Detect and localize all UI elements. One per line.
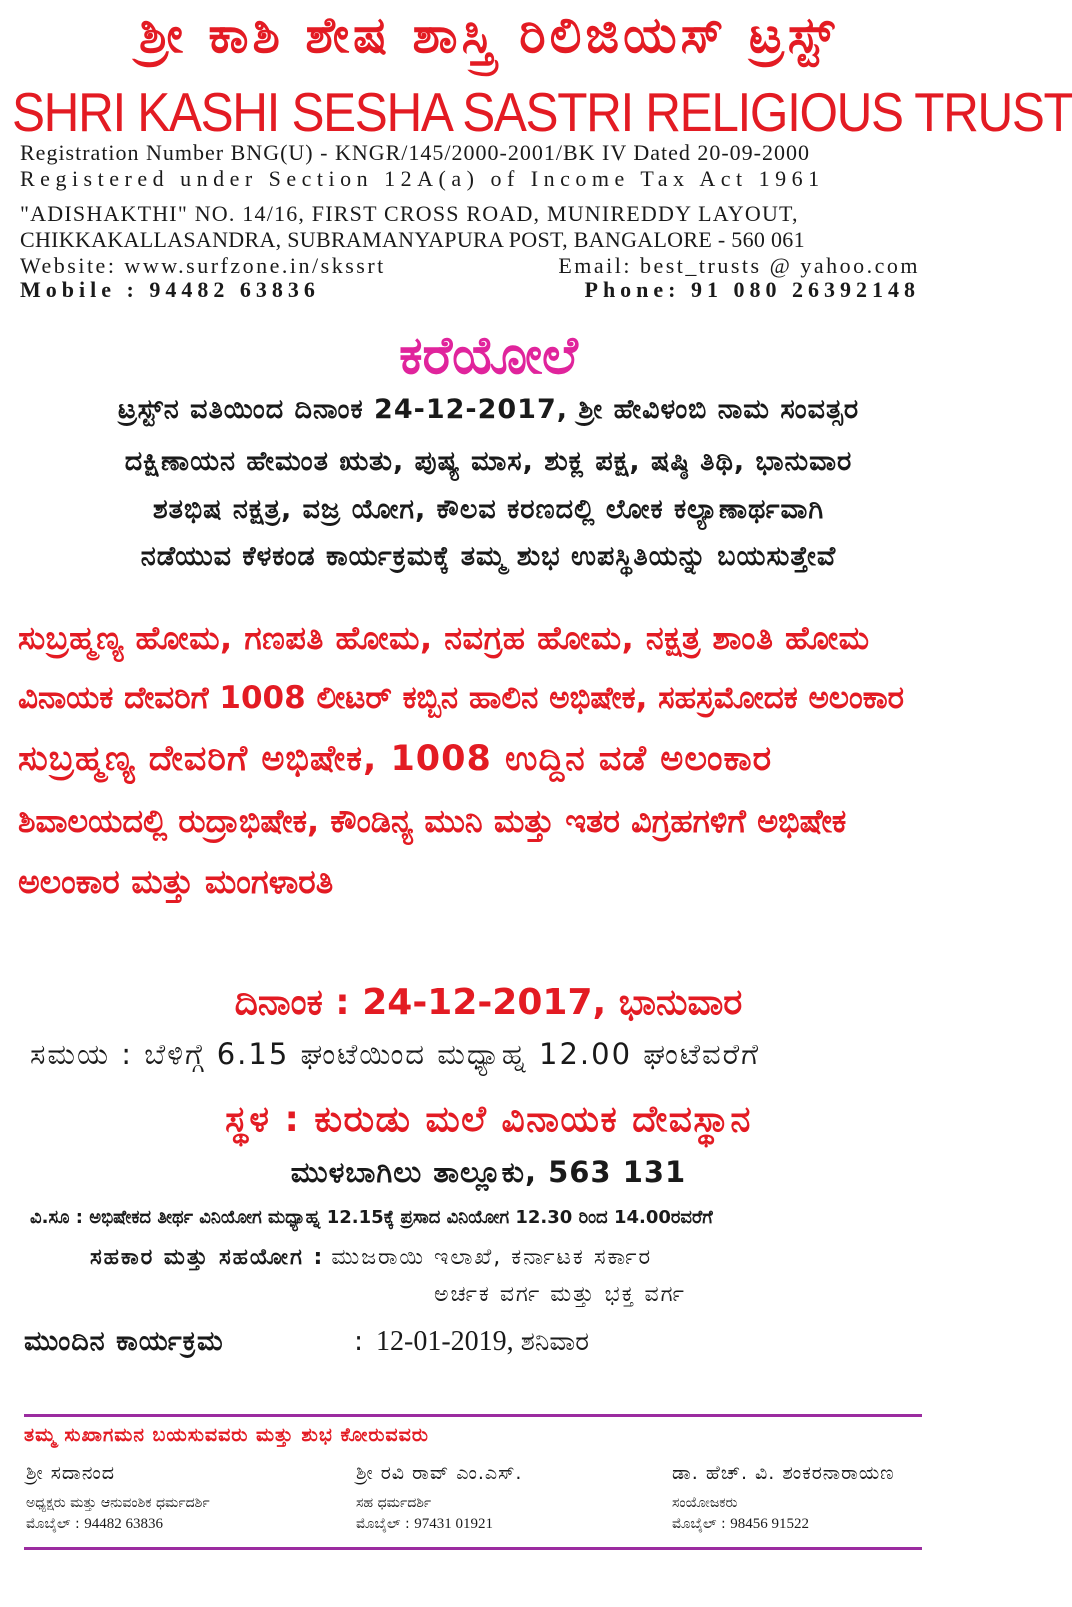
contact-phone-row xyxy=(20,277,920,303)
registered-under: Registered under Section 12A(a) of Income Tax Act 1961 xyxy=(20,166,825,191)
footer-divider-top xyxy=(24,1414,922,1417)
footer-divider-bottom xyxy=(24,1547,922,1550)
next-programme-colon: : xyxy=(354,1326,364,1357)
mobile-label: ಮೊಬೈಲ್ : xyxy=(356,1516,410,1532)
event-time: ಸಮಯ : ಬೆಳಿಗ್ಗೆ 6.15 ಘಂಟೆಯಿಂದ ಮಧ್ಯಾಹ್ನ 12.00 ಘಂಟೆವರೆಗೆ xyxy=(30,1037,761,1071)
note: ವಿ.ಸೂ : ಅಭಿಷೇಕದ ತೀರ್ಥ ವಿನಿಯೋಗ ಮಧ್ಯಾಹ್ನ 12.15ಕ್ಕೆ ಪ್ರಸಾದ ವಿನಿಯೋಗ 12.30 ರಿಂದ 14.00ರವರೆಗೆ xyxy=(30,1207,713,1228)
website: Website: www.surfzone.in/skssrt xyxy=(20,253,386,278)
support-value: ಮುಜರಾಯಿ ಇಲಾಖೆ, ಕರ್ನಾಟಕ ಸರ್ಕಾರ xyxy=(331,1245,653,1270)
programme-line: ಶಿವಾಲಯದಲ್ಲಿ ರುದ್ರಾಭಿಷೇಕ, ಕೌಂಡಿನ್ಯ ಮುನಿ ಮತ್ತು ಇತರ ವಿಗ್ರಹಗಳಿಗೆ ಅಭಿಷೇಕ xyxy=(18,802,847,840)
event-taluk: ಮುಳಬಾಗಿಲು ತಾಲ್ಲೂಕು, 563 131 xyxy=(290,1155,687,1189)
support-value-2: ಅರ್ಚಕ ವರ್ಗ ಮತ್ತು ಭಕ್ತ ವರ್ಗ xyxy=(434,1282,686,1307)
intro-line: ದಕ್ಷಿಣಾಯನ ಹೇಮಂತ ಋತು, ಪುಷ್ಯ ಮಾಸ, ಶುಕ್ಲ ಪಕ್ಷ, ಷಷ್ಠಿ ತಿಥಿ, ಭಾನುವಾರ xyxy=(124,446,853,477)
signatory-role: ಅಧ್ಯಕ್ಷರು ಮತ್ತು ಆನುವಂಶಿಕ ಧರ್ಮದರ್ಶಿ xyxy=(26,1495,210,1511)
event-venue: ಸ್ಥಳ : ಕುರುಡು ಮಲೆ ವಿನಾಯಕ ದೇವಸ್ಥಾನ xyxy=(225,1099,752,1140)
signatory-mobile xyxy=(26,1514,326,1534)
event-date: ದಿನಾಂಕ : 24-12-2017, ಭಾನುವಾರ xyxy=(234,982,743,1023)
mobile-label: ಮೊಬೈಲ್ : xyxy=(26,1516,80,1532)
signatory-role: ಸಹ ಧರ್ಮದರ್ಶಿ xyxy=(356,1495,432,1511)
programme-line: ಅಲಂಕಾರ ಮತ್ತು ಮಂಗಳಾರತಿ xyxy=(18,862,334,901)
trust-title-english: SHRI KASHI SESHA SASTRI RELIGIOUS TRUST xyxy=(12,81,1072,143)
signatory-mobile xyxy=(672,1514,972,1534)
intro-line: ನಡೆಯುವ ಕೆಳಕಂಡ ಕಾರ್ಯಕ್ರಮಕ್ಕೆ ತಮ್ಮ ಶುಭ ಉಪಸ್ಥಿತಿಯನ್ನು ಬಯಸುತ್ತೇವೆ xyxy=(140,541,837,572)
next-date-day: ಶನಿವಾರ xyxy=(520,1327,589,1357)
programme-line: ಸುಬ್ರಹ್ಮಣ್ಯ ದೇವರಿಗೆ ಅಭಿಷೇಕ, 1008 ಉದ್ದಿನ ವಡೆ ಅಲಂಕಾರ xyxy=(18,739,773,779)
mobile-number: 94482 63836 xyxy=(84,1516,163,1532)
invitation-heading: ಕರೆಯೋಲೆ xyxy=(399,326,578,386)
support-row xyxy=(90,1240,960,1276)
registration-number: Registration Number BNG(U) - KNGR/145/2000-2001/BK IV Dated 20-09-2000 xyxy=(20,140,811,165)
next-programme-date xyxy=(376,1320,589,1364)
signatory-1 xyxy=(26,1460,326,1534)
email: Email: best_trusts @ yahoo.com xyxy=(558,253,920,278)
signatory-name: ಶ್ರೀ ರವಿ ರಾವ್ ಎಂ.ಎಸ್. xyxy=(356,1462,523,1484)
address-line-2: CHIKKAKALLASANDRA, SUBRAMANYAPURA POST, BANGALORE - 560 061 xyxy=(20,227,805,252)
signatory-name: ಶ್ರೀ ಸದಾನಂದ xyxy=(26,1462,116,1484)
mobile-number: 97431 01921 xyxy=(414,1516,493,1532)
intro-line: ಶತಭಿಷ ನಕ್ಷತ್ರ, ವಜ್ರ ಯೋಗ, ಕೌಲವ ಕರಣದಲ್ಲಿ ಲೋಕ ಕಲ್ಯಾಣಾರ್ಥವಾಗಿ xyxy=(152,494,825,525)
trust-title-kannada: ಶ್ರೀ ಕಾಶಿ ಶೇಷ ಶಾಸ್ತ್ರಿ ರಿಲಿಜಿಯಸ್ ಟ್ರಸ್ಟ್ xyxy=(138,6,839,64)
signatory-2 xyxy=(356,1460,656,1534)
greeting: ತಮ್ಮ ಸುಖಾಗಮನ ಬಯಸುವವರು ಮತ್ತು ಶುಭ ಕೋರುವವರು xyxy=(24,1424,429,1446)
phone: Phone: 91 080 26392148 xyxy=(584,277,920,302)
signatory-mobile xyxy=(356,1514,656,1534)
next-programme-row xyxy=(24,1320,884,1364)
next-date-number: 12-01-2019, xyxy=(376,1326,514,1357)
support-label: ಸಹಕಾರ ಮತ್ತು ಸಹಯೋಗ : xyxy=(90,1245,325,1270)
address-line-1: "ADISHAKTHI" NO. 14/16, FIRST CROSS ROAD, MUNIREDDY LAYOUT, xyxy=(20,201,799,226)
programme-line: ವಿನಾಯಕ ದೇವರಿಗೆ 1008 ಲೀಟರ್ ಕಬ್ಬಿನ ಹಾಲಿನ ಅಭಿಷೇಕ, ಸಹಸ್ರಮೋದಕ ಅಲಂಕಾರ xyxy=(18,680,905,716)
intro-line: ಟ್ರಸ್ಟ್‌ನ ವತಿಯಿಂದ ದಿನಾಂಕ 24-12-2017, ಶ್ರೀ ಹೇವಿಳಂಬಿ ನಾಮ ಸಂವತ್ಸರ xyxy=(117,394,860,425)
signatory-3 xyxy=(672,1460,972,1534)
mobile-label: ಮೊಬೈಲ್ : xyxy=(672,1516,726,1532)
mobile-number: 98456 91522 xyxy=(730,1516,809,1532)
programme-line: ಸುಬ್ರಹ್ಮಣ್ಯ ಹೋಮ, ಗಣಪತಿ ಹೋಮ, ನವಗ್ರಹ ಹೋಮ, ನಕ್ಷತ್ರ ಶಾಂತಿ ಹೋಮ xyxy=(18,619,870,657)
next-programme-label: ಮುಂದಿನ ಕಾರ್ಯಕ್ರಮ xyxy=(24,1326,224,1357)
signatory-name: ಡಾ. ಹೆಚ್. ವಿ. ಶಂಕರನಾರಾಯಣ xyxy=(672,1462,895,1484)
signatory-role: ಸಂಯೋಜಕರು xyxy=(672,1495,738,1511)
mobile: Mobile : 94482 63836 xyxy=(20,277,320,302)
contact-web-row xyxy=(20,253,920,279)
